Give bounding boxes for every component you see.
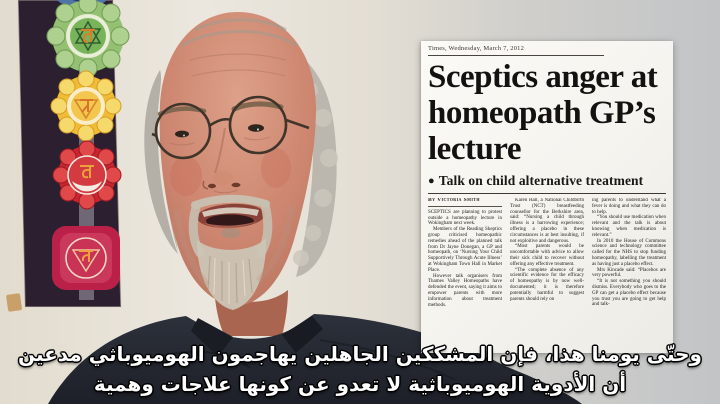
- newspaper-headline: Sceptics anger at homeopath GP’s lecture: [428, 59, 658, 167]
- article-paragraph: Karen Hall, a National Childbirth Trust (NCT) breastfeeding counsellor for the Berkshire area, said: “Nursing a child through illness is a harrowing experience; offering a placebo in these circumstances is at best insulting, if not exploitive and dangerous.: [510, 198, 584, 244]
- article-paragraph: In 2010 the House of Commons science and technology committee called for the NHS to stop funding homeopathy, labelling the treatment as having just a placebo effect.: [592, 238, 666, 267]
- subtitle-line-2: أن الأدوية الهوميوباثية لا تعدو عن كونها علاجات وهمية: [93, 372, 627, 396]
- article-columns: [428, 198, 666, 348]
- article-paragraph: SCEPTICS are planning to protest outside a homeopathy lecture in Wokingham next week.: [428, 209, 502, 227]
- article-column-1: [428, 198, 502, 348]
- article-paragraph: Mrs Kincade said: “Placebos are very powerful.: [592, 267, 666, 279]
- newspaper-dateline: Times, Wednesday, March 7, 2012: [428, 45, 604, 56]
- newspaper-subhead: [428, 173, 666, 194]
- article-paragraph: “You should use medication when relevant and the talk is about knowing when medication is relevant.”: [592, 215, 666, 238]
- root-chakra-icon: [52, 226, 120, 290]
- article-paragraph: However talk organisers from Thames Valley Homeopaths have defended the event, saying it aims to empower parents with more information about treatment methods.: [428, 273, 502, 308]
- article-column-3: [592, 198, 666, 348]
- solar-plexus-chakra-icon: [51, 71, 121, 141]
- subtitle-line-1: وحتّى يومنا هذا، فإن المشككين الجاهلين يهاجمون الهوميوباثي مدعين: [17, 342, 702, 366]
- article-column-2: [510, 198, 584, 348]
- cheek-left: [170, 156, 202, 196]
- wooden-clip: [6, 293, 22, 312]
- cheek-right: [261, 148, 291, 188]
- chakra-wall-hanging: [6, 0, 129, 312]
- subhead-text: Talk on child alternative treatment: [438, 173, 644, 188]
- article-paragraph: ing parents to understand what a fever is doing and what they can do to help.: [592, 198, 666, 215]
- newspaper-clipping: [421, 41, 673, 353]
- heart-chakra-icon: [47, 0, 129, 77]
- sacral-chakra-icon: [53, 141, 121, 209]
- article-paragraph: “Most parents would be uncomfortable with advice to allow their sick child to recover without offering any effective treatment.: [510, 244, 584, 267]
- article-paragraph: Members of the Reading Skeptics group criticised homeopathic remedies ahead of the planned talk from Dr Jayne Donegan, a GP and homeopath, on ‘Nursing Your Child Supportively Through Acute Illness’ at Wokingham Town Hall in Market Place.: [428, 227, 502, 273]
- newspaper-byline: By Victoria Smith: [428, 198, 502, 207]
- bullet-icon: ●: [428, 175, 435, 187]
- subtitle-overlay: [0, 339, 720, 399]
- article-paragraph: “The complete absence of any scientific evidence for the efficacy of homeopathy is by now well-documented; it is therefore potentially harmful to suggest parents should rely on: [510, 267, 584, 302]
- article-paragraph: “It is not something you should dismiss. Everybody who goes to the GP can get a placebo effect because you trust you are going to get help and talk-: [592, 279, 666, 308]
